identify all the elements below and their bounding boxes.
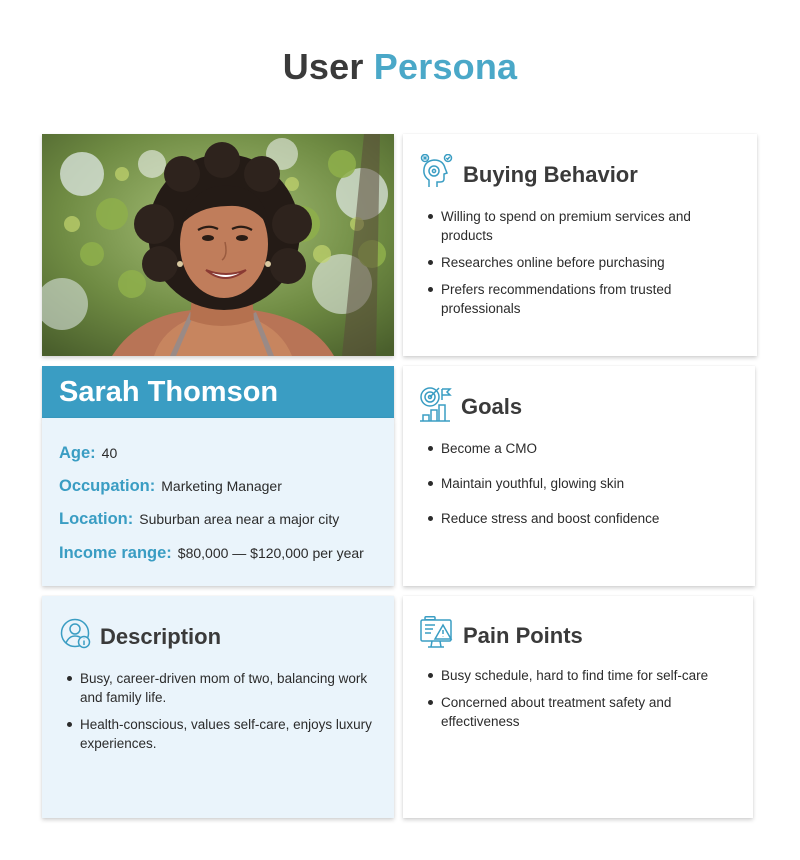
user-info-icon xyxy=(60,618,92,655)
description-heading: Description xyxy=(100,623,222,649)
target-growth-icon xyxy=(419,386,453,427)
buying-behavior-list xyxy=(425,207,725,318)
description-list xyxy=(64,669,384,753)
title-part-2: Persona xyxy=(373,46,518,87)
info-age xyxy=(59,444,117,463)
list-item: Maintain youthful, glowing skin xyxy=(425,474,725,493)
buying-behavior-card xyxy=(403,134,757,356)
info-age-value: 40 xyxy=(101,445,118,461)
buying-behavior-heading: Buying Behavior xyxy=(463,161,638,187)
description-header xyxy=(60,618,221,655)
info-occupation xyxy=(59,477,282,496)
page-title xyxy=(0,46,800,88)
persona-name: Sarah Thomson xyxy=(59,376,279,408)
pain-points-header xyxy=(419,616,583,655)
list-item: Concerned about treatment safety and effectiveness xyxy=(425,693,731,731)
list-item: Health-conscious, values self-care, enjoys luxury experiences. xyxy=(64,715,384,753)
persona-photo-illustration xyxy=(42,134,394,356)
list-item: Reduce stress and boost confidence xyxy=(425,509,725,528)
persona-photo xyxy=(42,134,394,356)
goals-card xyxy=(403,366,755,586)
goals-list xyxy=(425,439,725,528)
brain-head-icon xyxy=(419,154,455,195)
pain-points-list xyxy=(425,666,731,731)
info-income xyxy=(59,544,364,563)
pain-points-card xyxy=(403,596,753,818)
list-item: Prefers recommendations from trusted professionals xyxy=(425,280,725,318)
info-income-value: $80,000 — $120,000 per year xyxy=(177,545,364,561)
goals-header xyxy=(419,386,522,427)
info-location-value: Suburban area near a major city xyxy=(139,511,340,527)
info-location-key: Location: xyxy=(59,510,134,528)
description-card xyxy=(42,596,394,818)
list-item: Busy schedule, hard to find time for self-care xyxy=(425,666,731,685)
info-income-key: Income range: xyxy=(59,544,172,562)
info-age-key: Age: xyxy=(59,444,96,462)
list-item: Researches online before purchasing xyxy=(425,253,725,272)
goals-heading: Goals xyxy=(461,393,523,419)
monitor-warning-icon xyxy=(419,616,455,655)
persona-name-bar xyxy=(42,366,394,418)
pain-points-heading: Pain Points xyxy=(463,622,583,648)
buying-behavior-header xyxy=(419,154,638,195)
persona-info-card xyxy=(42,418,394,586)
info-location xyxy=(59,510,339,529)
list-item: Willing to spend on premium services and products xyxy=(425,207,725,245)
list-item: Busy, career-driven mom of two, balancing work and family life. xyxy=(64,669,384,707)
list-item: Become a CMO xyxy=(425,439,725,458)
title-part-1: User xyxy=(282,46,364,87)
info-occupation-key: Occupation: xyxy=(59,477,156,495)
info-occupation-value: Marketing Manager xyxy=(161,478,282,494)
